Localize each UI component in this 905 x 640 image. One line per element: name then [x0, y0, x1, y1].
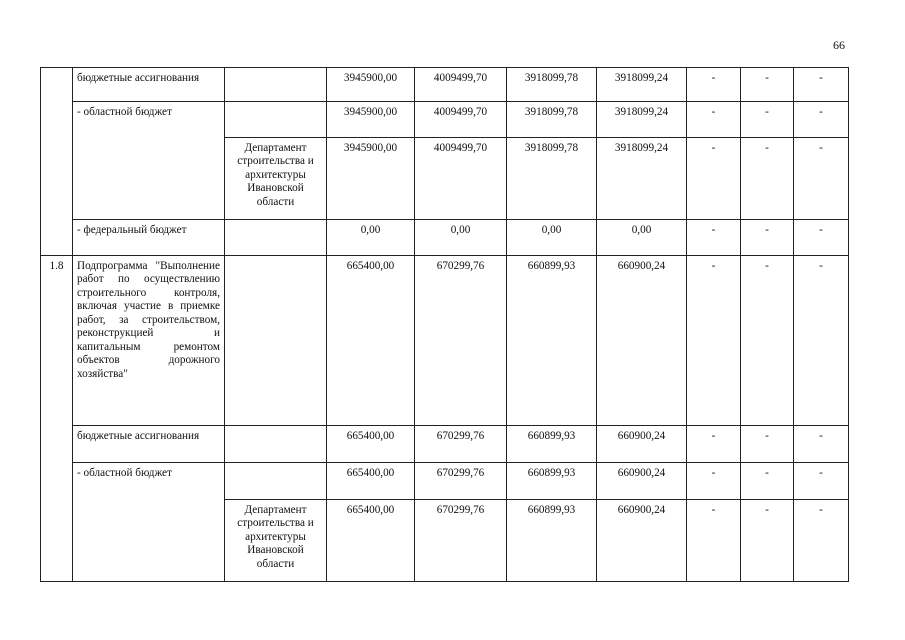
dash-cell: -: [741, 463, 794, 500]
executor-cell: [225, 426, 327, 463]
value-cell: 0,00: [507, 220, 597, 256]
dash-cell: -: [687, 463, 741, 500]
value-cell: 660900,24: [597, 500, 687, 582]
dash-cell: -: [741, 500, 794, 582]
dash-cell: -: [741, 256, 794, 426]
value-cell: 3945900,00: [327, 102, 415, 138]
row-index-cell: [41, 68, 73, 256]
budget-table: [40, 67, 849, 582]
dash-cell: -: [794, 138, 849, 220]
value-cell: 3918099,78: [507, 102, 597, 138]
value-cell: 670299,76: [415, 500, 507, 582]
value-cell: 665400,00: [327, 463, 415, 500]
value-cell: 660899,93: [507, 256, 597, 426]
value-cell: 670299,76: [415, 256, 507, 426]
value-cell: 660899,93: [507, 463, 597, 500]
dash-cell: -: [794, 500, 849, 582]
value-cell: 4009499,70: [415, 138, 507, 220]
table-row: [41, 256, 849, 426]
value-cell: 0,00: [415, 220, 507, 256]
page-number: 66: [833, 38, 845, 52]
executor-cell: [225, 68, 327, 102]
table-row: [41, 426, 849, 463]
value-cell: 0,00: [597, 220, 687, 256]
value-cell: 660900,24: [597, 256, 687, 426]
value-cell: 660899,93: [507, 426, 597, 463]
executor-cell: Департамент строительства и архитектуры Ивановской области: [225, 500, 327, 582]
value-cell: 660899,93: [507, 500, 597, 582]
value-cell: 3918099,24: [597, 138, 687, 220]
item-name-cell: бюджетные ассигнования: [73, 68, 225, 102]
dash-cell: -: [794, 426, 849, 463]
table-row: [41, 220, 849, 256]
value-cell: 665400,00: [327, 500, 415, 582]
executor-cell: Департамент строительства и архитектуры Ивановской области: [225, 138, 327, 220]
item-name-cell: - федеральный бюджет: [73, 220, 225, 256]
dash-cell: -: [687, 426, 741, 463]
value-cell: 660900,24: [597, 426, 687, 463]
dash-cell: -: [794, 68, 849, 102]
dash-cell: -: [741, 426, 794, 463]
item-name-cell: - областной бюджет: [73, 102, 225, 220]
dash-cell: -: [687, 500, 741, 582]
value-cell: 4009499,70: [415, 102, 507, 138]
dash-cell: -: [687, 220, 741, 256]
value-cell: 3918099,24: [597, 102, 687, 138]
subprogram-title-cell: Подпрограмма "Выполнение работ по осуществлению строительного контроля, включая участие в приемке работ, за строительством, реконструкцией и капитальным ремонтом объектов дорожного хозяйства": [73, 256, 225, 426]
dash-cell: -: [794, 463, 849, 500]
table-row: [41, 68, 849, 102]
value-cell: 665400,00: [327, 256, 415, 426]
dash-cell: -: [687, 138, 741, 220]
dash-cell: -: [687, 256, 741, 426]
value-cell: 665400,00: [327, 426, 415, 463]
dash-cell: -: [741, 138, 794, 220]
executor-cell: [225, 256, 327, 426]
value-cell: 4009499,70: [415, 68, 507, 102]
dash-cell: -: [794, 220, 849, 256]
table-row: [41, 102, 849, 138]
dash-cell: -: [687, 68, 741, 102]
dash-cell: -: [794, 256, 849, 426]
value-cell: 3918099,78: [507, 138, 597, 220]
executor-cell: [225, 102, 327, 138]
row-index-cell: 1.8: [41, 256, 73, 582]
value-cell: 0,00: [327, 220, 415, 256]
dash-cell: -: [741, 68, 794, 102]
item-name-cell: бюджетные ассигнования: [73, 426, 225, 463]
dash-cell: -: [741, 102, 794, 138]
dash-cell: -: [741, 220, 794, 256]
dash-cell: -: [687, 102, 741, 138]
table-row: [41, 463, 849, 500]
value-cell: 3945900,00: [327, 138, 415, 220]
executor-cell: [225, 220, 327, 256]
value-cell: 3918099,24: [597, 68, 687, 102]
value-cell: 670299,76: [415, 426, 507, 463]
dash-cell: -: [794, 102, 849, 138]
executor-cell: [225, 463, 327, 500]
value-cell: 3918099,78: [507, 68, 597, 102]
item-name-cell: - областной бюджет: [73, 463, 225, 582]
value-cell: 3945900,00: [327, 68, 415, 102]
value-cell: 660900,24: [597, 463, 687, 500]
value-cell: 670299,76: [415, 463, 507, 500]
